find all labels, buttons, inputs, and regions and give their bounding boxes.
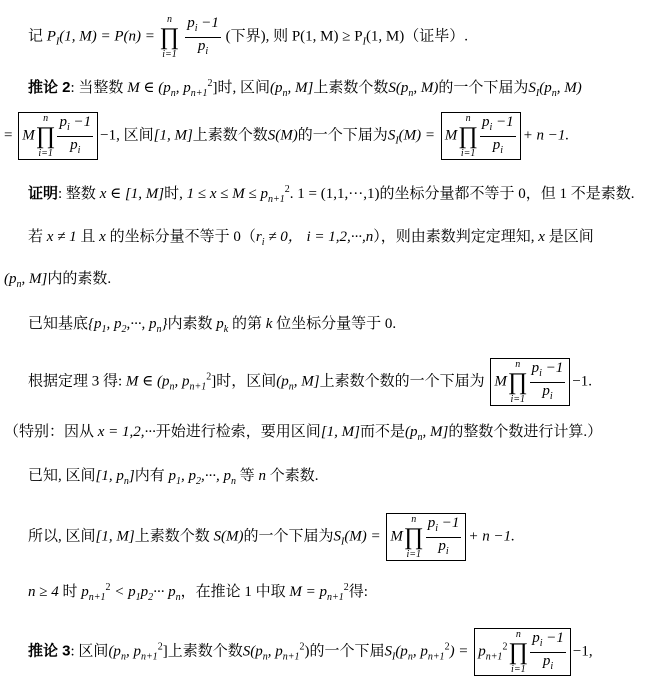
floor-bracket: M n ∏ i=1 $\frac{p_i -1}{p_i}$	[386, 513, 466, 561]
line-3: = M n ∏ i=1 $\frac{p_i -1}{p_i}$ −1, 区间[1, M]上素数个数S(M)的一个下届为$S_I(M) = M$ n ∏ i=1 $\frac{p_i -1}{p_i}$ + n −1.	[4, 113, 570, 159]
text: (1, M)（证毕）.	[365, 28, 469, 45]
proof-label: 证明	[28, 185, 59, 202]
math-sub: I	[55, 36, 60, 48]
corollary-label: 推论 2	[28, 79, 71, 96]
text: 的一个下届为	[438, 80, 529, 96]
floor-bracket: $p_{n+1}^2$ n ∏ i=1 $\frac{p_i -1}{p_i}$	[474, 628, 571, 676]
line-10: 已知, 区间[1, $p_n$]内有 $p_1$, $p_2,\cdot\cdot\cdot$, $p_n$ 等 n 个素数.	[28, 468, 319, 487]
math: M ∈ (p	[127, 80, 171, 96]
math: (1, M) = P(n) =	[59, 28, 159, 45]
fraction: $\frac{p_i -1}{p_i}$	[187, 14, 219, 57]
line-2: 推论 2: 当整数 M ∈ ($p_n$, $p_{n+1}^2$]时, 区间($p_n$, M]上素数个数$S(p_n$, M)的一个下届为$S_I(p_n$, M)	[28, 78, 582, 99]
line-4: 证明: 整数 x ∈ [1, M]时, $1 \le x \le M \le p_{n+1}^2$. 1 = (1,1,···,1)的坐标分量都不等于 0，但 1 不是素数.	[28, 184, 635, 205]
line-9: （特别：因从 x = 1,2,···开始进行检索，要用区间[1, M]而不是($p_n$, M]的整数个数进行计算.）	[4, 424, 603, 443]
text: −1, 区间	[100, 127, 154, 144]
line-11: 所以, 区间[1, M]上素数个数 S(M)的一个下届为$S_I(M) = M$ n ∏ i=1 $\frac{p_i -1}{p_i}$ + n −1.	[28, 514, 515, 560]
corollary-label: 推论 3	[28, 642, 71, 660]
floor-bracket: M n ∏ i=1 $\frac{p_i -1}{p_i}$	[490, 358, 570, 406]
line-5: 若 x ≠ 1 且 x 的坐标分量不等于 $0(r_i \ne 0$， i = 1,2,···,n），则由素数判定定理知, x 是区间	[28, 229, 594, 248]
floor-bracket: M n ∏ i=1 $\frac{p_i -1}{p_i}$	[441, 112, 521, 160]
math: P	[46, 28, 56, 45]
line-13: 推论 3: 区间($p_n$, $p_{n+1}^2$]上素数个数$S(p_n$, $p_{n+1}^2$)的一个下届$S_I(p_n$, $p_{n+1}^2) = p_{n+1}^2$ n ∏ i=1 $\frac{p_i -1}{p_i}$ −1,	[28, 629, 593, 675]
text: : 当整数	[70, 80, 128, 96]
text: 上素数个数	[313, 80, 389, 96]
text: 记	[28, 28, 44, 45]
math: =	[4, 127, 13, 144]
floor-bracket: M n ∏ i=1 $\frac{p_i -1}{p_i}$	[18, 112, 98, 160]
text: 时, 区间	[217, 80, 271, 96]
line-8: 根据定理 3 得: M ∈ ($p_n$, $p_{n+1}^2$]时，区间($p_n$, M]上素数个数的一个下届为 M n ∏ i=1 $\frac{p_i -1}{p_i}$ −1.	[28, 359, 593, 405]
math-sub: I	[362, 36, 366, 48]
line-1	[28, 14, 468, 60]
line-6: ($p_n$, M]内的素数.	[4, 271, 112, 290]
line-12: n ≥ 4 时 $p_{n+1}^2 < p_1p_2\cdot\cdot\cdot p_n$，在推论 1 中取 $M = p_{n+1}^2$得:	[28, 582, 368, 603]
product-operator: n ∏ i=1	[159, 14, 180, 60]
text: (下界), 则 P(1, M) ≥ P	[225, 28, 363, 45]
line-7: 已知基底{$p_1$, $p_2,\cdot\cdot\cdot$, $p_n$}内素数 $p_k$ 的第 k 位坐标分量等于 0.	[28, 316, 397, 335]
